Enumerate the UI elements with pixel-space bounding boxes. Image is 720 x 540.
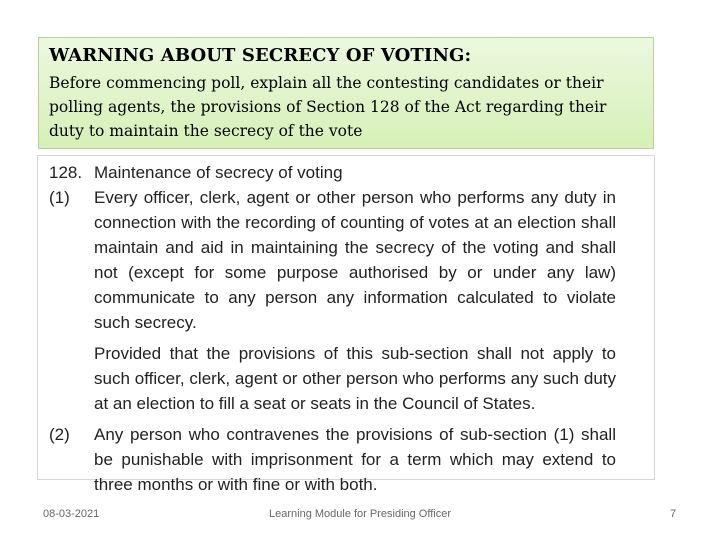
section-128-box <box>37 155 655 494</box>
clause-1-number: (1) <box>49 188 70 207</box>
footer-date: 08-03-2021 <box>43 508 100 520</box>
clause-1 <box>49 185 616 416</box>
clause-2 <box>49 422 616 497</box>
section-number: 128. <box>49 163 83 182</box>
warning-box <box>38 37 654 149</box>
footer-title: Learning Module for Presiding Officer <box>269 508 452 520</box>
section-heading-row <box>49 160 616 185</box>
clause-1-text: Every officer, clerk, agent or other person who performs any duty in connection with the recording of counting of votes at an election shall maintain and aid in maintaining the secrecy of the voting and shall not (except for some purpose authorised by or under any law) communicate to any person any information calculated to violate such secrecy. <box>94 188 616 332</box>
clause-2-text: Any person who contravenes the provisions of sub-section (1) shall be punishable with imprisonment for a term which may extend to three months or with fine or with both. <box>94 425 616 494</box>
warning-body: Before commencing poll, explain all the contesting candidates or their polling agents, the provisions of Section 128 of the Act regarding their duty to maintain the secrecy of the vote <box>49 74 607 140</box>
footer-page-number: 7 <box>670 508 677 520</box>
clause-2-number: (2) <box>49 425 70 444</box>
section-heading: Maintenance of secrecy of voting <box>94 163 343 182</box>
warning-title: WARNING ABOUT SECRECY OF VOTING: <box>49 45 472 66</box>
clause-1-proviso: Provided that the provisions of this sub-section shall not apply to such officer, clerk, agent or other person who performs any such duty at an election to fill a seat or seats in the Council of States. <box>94 344 616 413</box>
